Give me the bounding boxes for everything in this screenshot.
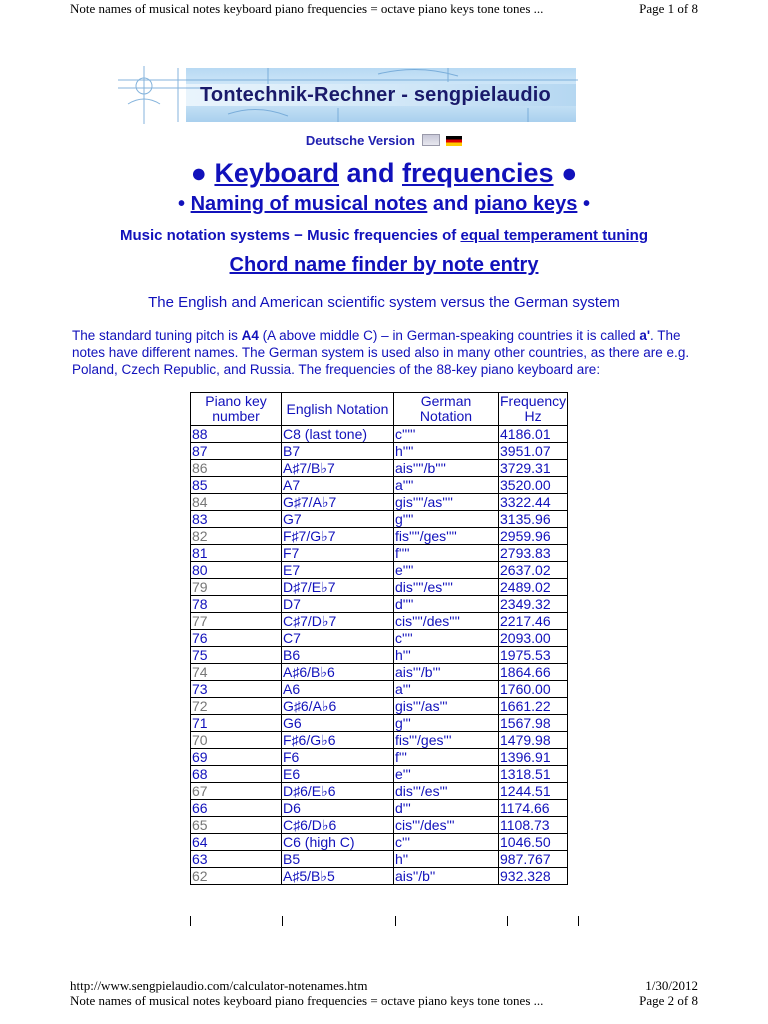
english-note-cell: B7 [282, 443, 394, 460]
piano-keys-link[interactable]: piano keys [474, 193, 578, 215]
frequency-cell: 2093.00 [499, 630, 568, 647]
frequency-cell: 1760.00 [499, 681, 568, 698]
deutsche-version-link[interactable] [0, 133, 768, 148]
english-note-cell: C♯6/D♭6 [282, 817, 394, 834]
frequency-cell: 2217.46 [499, 613, 568, 630]
key-number-cell: 75 [191, 647, 282, 664]
english-note-cell: A6 [282, 681, 394, 698]
key-number-cell: 87 [191, 443, 282, 460]
key-number-cell: 76 [191, 630, 282, 647]
table-row [191, 664, 568, 681]
key-number-cell: 86 [191, 460, 282, 477]
table-row [191, 443, 568, 460]
intro-a4: A4 [241, 328, 259, 343]
intro-text-1: The standard tuning pitch is [72, 328, 242, 343]
system-comparison-text: The English and American scientific system versus the German system [148, 294, 620, 311]
key-number-cell: 69 [191, 749, 282, 766]
table-row [191, 800, 568, 817]
key-number-cell: 82 [191, 528, 282, 545]
table-row [191, 426, 568, 443]
table-body [191, 426, 568, 885]
german-note-cell: g''' [394, 715, 499, 732]
german-note-cell: c''' [394, 834, 499, 851]
table-row [191, 511, 568, 528]
english-note-cell: D6 [282, 800, 394, 817]
intro-text-2: (A above middle C) – in German-speaking countries it is called [258, 328, 640, 343]
german-note-cell: cis''''/des'''' [394, 613, 499, 630]
german-note-cell: ais'''/b''' [394, 664, 499, 681]
english-note-cell: E6 [282, 766, 394, 783]
frequency-cell: 3729.31 [499, 460, 568, 477]
english-note-cell: C8 (last tone) [282, 426, 394, 443]
key-number-cell: 79 [191, 579, 282, 596]
naming-link[interactable]: Naming of musical notes [190, 193, 428, 215]
key-number-cell: 73 [191, 681, 282, 698]
table-row [191, 851, 568, 868]
table-row [191, 579, 568, 596]
table-row [191, 528, 568, 545]
deutsche-version-label[interactable]: Deutsche Version [305, 133, 415, 148]
frequency-cell: 2349.32 [499, 596, 568, 613]
table-row [191, 783, 568, 800]
frequency-cell: 1975.53 [499, 647, 568, 664]
english-note-cell: G♯7/A♭7 [282, 494, 394, 511]
notation-line [0, 227, 768, 244]
header-frequency: Frequency Hz [500, 393, 567, 424]
english-note-cell: D♯6/E♭6 [282, 783, 394, 800]
key-number-cell: 65 [191, 817, 282, 834]
frequency-cell: 1396.91 [499, 749, 568, 766]
key-number-cell: 81 [191, 545, 282, 562]
german-note-cell: e'''' [394, 562, 499, 579]
footer-page: Page 2 of 8 [639, 993, 698, 1008]
german-note-cell: fis''''/ges'''' [394, 528, 499, 545]
key-number-cell: 63 [191, 851, 282, 868]
german-note-cell: cis'''/des''' [394, 817, 499, 834]
key-number-cell: 78 [191, 596, 282, 613]
german-note-cell: dis'''/es''' [394, 783, 499, 800]
subheading-and: and [427, 193, 474, 215]
table-row [191, 630, 568, 647]
table-row [191, 817, 568, 834]
english-note-cell: A♯5/B♭5 [282, 868, 394, 885]
german-note-cell: ais''/b'' [394, 868, 499, 885]
frequencies-link[interactable]: frequencies [402, 158, 554, 188]
header-piano-key: Piano key number [191, 393, 282, 426]
frequency-cell: 2637.02 [499, 562, 568, 579]
frequency-cell: 3520.00 [499, 477, 568, 494]
table-row [191, 698, 568, 715]
frequency-cell: 4186.01 [499, 426, 568, 443]
german-note-cell: gis'''/as''' [394, 698, 499, 715]
intro-text-3: . The notes have different names. The German system is used also in many other countries, as there are e.g. Poland, Czech Republic, and Russia. The frequencies of the 88-key piano keyboard are: [72, 328, 690, 377]
key-number-cell: 62 [191, 868, 282, 885]
table-continuation [190, 916, 579, 926]
frequency-cell: 932.328 [499, 868, 568, 885]
chord-name-finder-link[interactable]: Chord name finder by note entry [229, 254, 539, 276]
german-note-cell: c'''' [394, 630, 499, 647]
key-number-cell: 77 [191, 613, 282, 630]
print-footer [0, 976, 768, 1024]
frequency-cell: 1661.22 [499, 698, 568, 715]
key-number-cell: 68 [191, 766, 282, 783]
frequency-cell: 3135.96 [499, 511, 568, 528]
english-note-cell: A♯6/B♭6 [282, 664, 394, 681]
frequency-cell: 1864.66 [499, 664, 568, 681]
table-row [191, 732, 568, 749]
german-note-cell: d'''' [394, 596, 499, 613]
german-note-cell: h''' [394, 647, 499, 664]
german-note-cell: a''' [394, 681, 499, 698]
bullet-icon: ● [190, 158, 207, 188]
key-number-cell: 74 [191, 664, 282, 681]
german-note-cell: f'''' [394, 545, 499, 562]
english-note-cell: F7 [282, 545, 394, 562]
english-note-cell: F6 [282, 749, 394, 766]
frequency-cell: 1108.73 [499, 817, 568, 834]
english-note-cell: F♯7/G♭7 [282, 528, 394, 545]
key-number-cell: 66 [191, 800, 282, 817]
table-row [191, 545, 568, 562]
frequency-cell: 3322.44 [499, 494, 568, 511]
table-row [191, 477, 568, 494]
key-number-cell: 83 [191, 511, 282, 528]
german-note-cell: h'''' [394, 443, 499, 460]
footer-date: 1/30/2012 [645, 978, 698, 993]
frequency-cell: 1567.98 [499, 715, 568, 732]
key-number-cell: 84 [191, 494, 282, 511]
english-note-cell: E7 [282, 562, 394, 579]
table-row [191, 494, 568, 511]
frequency-cell: 2959.96 [499, 528, 568, 545]
table-row [191, 766, 568, 783]
frequency-cell: 1174.66 [499, 800, 568, 817]
bullet-icon: ● [561, 158, 578, 188]
key-number-cell: 64 [191, 834, 282, 851]
german-note-cell: ais''''/b'''' [394, 460, 499, 477]
heading-and: and [338, 158, 402, 188]
frequency-cell: 1318.51 [499, 766, 568, 783]
keyboard-link[interactable]: Keyboard [214, 158, 339, 188]
footer-url: http://www.sengpielaudio.com/calculator-notenames.htm [70, 978, 368, 993]
english-note-cell: C7 [282, 630, 394, 647]
page-subtitle [0, 193, 768, 216]
english-note-cell: B6 [282, 647, 394, 664]
german-note-cell: fis'''/ges''' [394, 732, 499, 749]
english-note-cell: F♯6/G♭6 [282, 732, 394, 749]
notation-text: Music notation systems − Music frequencies of [119, 227, 461, 244]
bullet-icon: • [178, 193, 186, 215]
german-note-cell: f''' [394, 749, 499, 766]
key-number-cell: 80 [191, 562, 282, 579]
table-header-row [191, 393, 568, 426]
banner-title: Tontechnik-Rechner - sengpielaudio [200, 84, 551, 106]
key-number-cell: 85 [191, 477, 282, 494]
frequency-table [190, 392, 568, 885]
bullet-icon: • [582, 193, 590, 215]
table-row [191, 749, 568, 766]
print-header-page: Page 1 of 8 [639, 1, 698, 16]
key-number-cell: 67 [191, 783, 282, 800]
german-note-cell: e''' [394, 766, 499, 783]
key-number-cell: 88 [191, 426, 282, 443]
intro-a-prime: a' [639, 328, 651, 343]
print-header [0, 0, 768, 20]
print-header-title: Note names of musical notes keyboard piano frequencies = octave piano keys tone tones ... [70, 1, 544, 16]
footer-title: Note names of musical notes keyboard piano frequencies = octave piano keys tone tones ... [70, 993, 544, 1008]
german-note-cell: dis''''/es'''' [394, 579, 499, 596]
table-row [191, 868, 568, 885]
frequency-cell: 3951.07 [499, 443, 568, 460]
frequency-cell: 1244.51 [499, 783, 568, 800]
german-note-cell: h'' [394, 851, 499, 868]
english-note-cell: G7 [282, 511, 394, 528]
english-note-cell: D♯7/E♭7 [282, 579, 394, 596]
site-banner[interactable] [118, 64, 578, 126]
german-note-cell: gis''''/as'''' [394, 494, 499, 511]
table-row [191, 562, 568, 579]
german-note-cell: c''''' [394, 426, 499, 443]
header-english: English Notation [282, 393, 394, 426]
page-title [0, 158, 768, 189]
frequency-cell: 2489.02 [499, 579, 568, 596]
english-note-cell: G♯6/A♭6 [282, 698, 394, 715]
english-note-cell: A♯7/B♭7 [282, 460, 394, 477]
table-row [191, 460, 568, 477]
german-flag-icon [446, 136, 462, 146]
german-note-cell: d''' [394, 800, 499, 817]
equal-temperament-link[interactable]: equal temperament tuning [460, 227, 649, 244]
frequency-cell: 1046.50 [499, 834, 568, 851]
table-row [191, 681, 568, 698]
table-row [191, 834, 568, 851]
english-note-cell: C♯7/D♭7 [282, 613, 394, 630]
header-german: German Notation [394, 393, 499, 426]
german-note-cell: g'''' [394, 511, 499, 528]
frequency-cell: 1479.98 [499, 732, 568, 749]
frequency-cell: 2793.83 [499, 545, 568, 562]
english-note-cell: G6 [282, 715, 394, 732]
key-number-cell: 70 [191, 732, 282, 749]
german-note-cell: a'''' [394, 477, 499, 494]
table-row [191, 613, 568, 630]
key-number-cell: 72 [191, 698, 282, 715]
table-row [191, 647, 568, 664]
table-row [191, 715, 568, 732]
english-note-cell: C6 (high C) [282, 834, 394, 851]
english-note-cell: D7 [282, 596, 394, 613]
key-number-cell: 71 [191, 715, 282, 732]
intro-paragraph [72, 327, 702, 378]
english-note-cell: B5 [282, 851, 394, 868]
uk-flag-icon [422, 134, 440, 146]
table-row [191, 596, 568, 613]
frequency-cell: 987.767 [499, 851, 568, 868]
english-note-cell: A7 [282, 477, 394, 494]
